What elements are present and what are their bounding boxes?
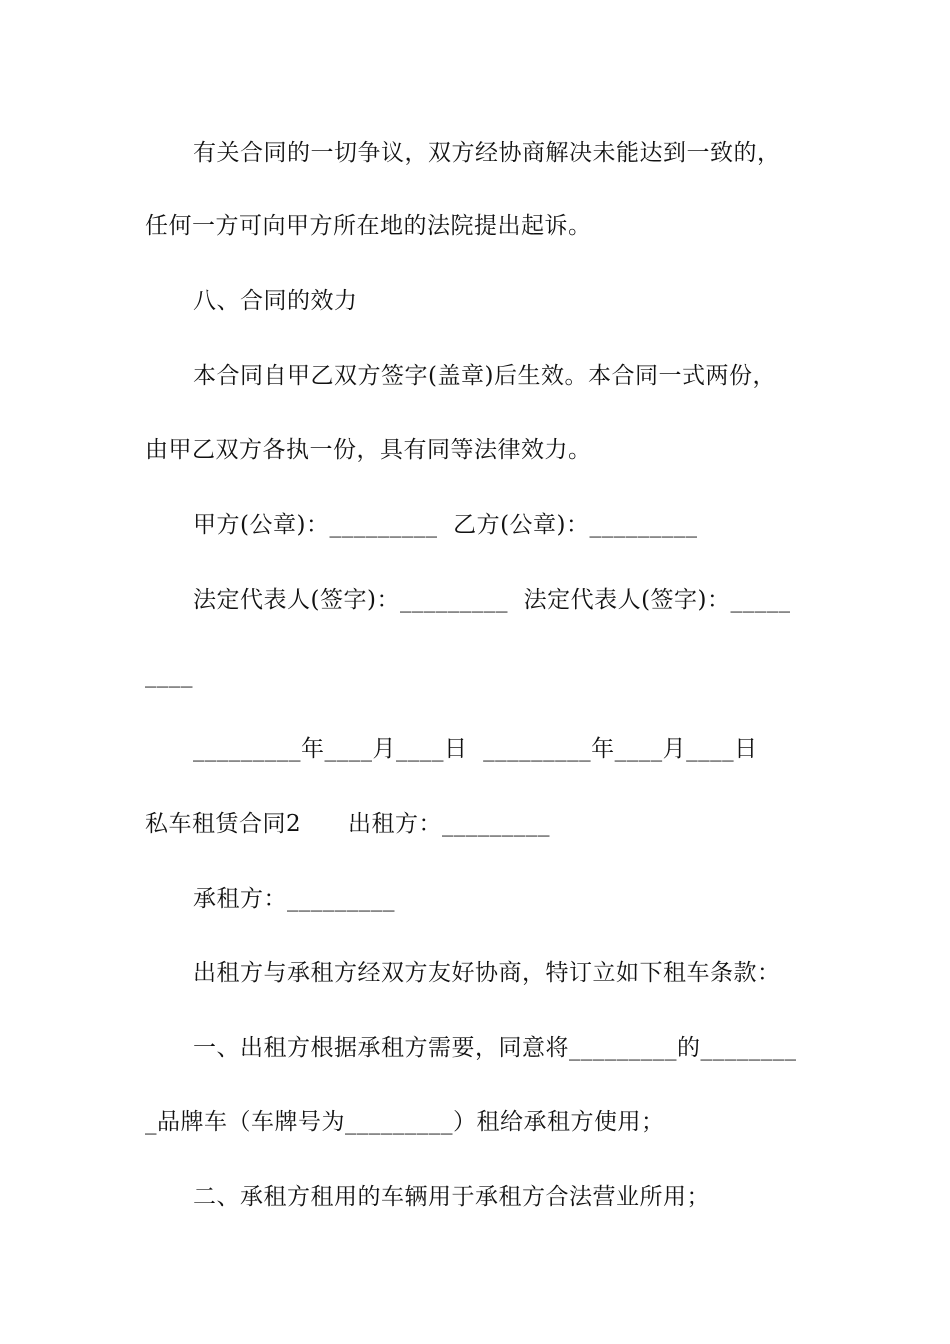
legal-representative-line: 法定代表人(签字)：_________ 法定代表人(签字)：_____ bbox=[193, 587, 791, 613]
dispute-clause-line-2: 任何一方可向甲方所在地的法院提出起诉。 bbox=[145, 213, 592, 239]
party-seal-line: 甲方(公章)：_________ 乙方(公章)：_________ bbox=[193, 512, 698, 538]
section-heading-contract-effect: 八、合同的效力 bbox=[193, 288, 358, 314]
effect-clause-line-2: 由甲乙双方各执一份，具有同等法律效力。 bbox=[145, 437, 592, 463]
date-line: _________年____月____日 _________年____月____日 bbox=[193, 736, 758, 762]
contract-2-title-lessor: 私车租赁合同2 出租方：_________ bbox=[145, 811, 550, 837]
effect-clause-line-1: 本合同自甲乙双方签字(盖章)后生效。本合同一式两份， bbox=[193, 363, 776, 389]
intro-clause: 出租方与承租方经双方友好协商，特订立如下租车条款： bbox=[193, 960, 781, 986]
clause-1-line-2: _品牌车（车牌号为_________）租给承租方使用； bbox=[145, 1109, 665, 1135]
clause-1-line-1: 一、出租方根据承租方需要，同意将_________的________ bbox=[193, 1035, 797, 1061]
dispute-clause-line-1: 有关合同的一切争议，双方经协商解决未能达到一致的， bbox=[193, 140, 781, 166]
clause-2-line: 二、承租方租用的车辆用于承租方合法营业所用； bbox=[193, 1184, 710, 1210]
legal-representative-line-continued: ____ bbox=[145, 662, 193, 688]
lessee-line: 承租方：_________ bbox=[193, 886, 395, 912]
